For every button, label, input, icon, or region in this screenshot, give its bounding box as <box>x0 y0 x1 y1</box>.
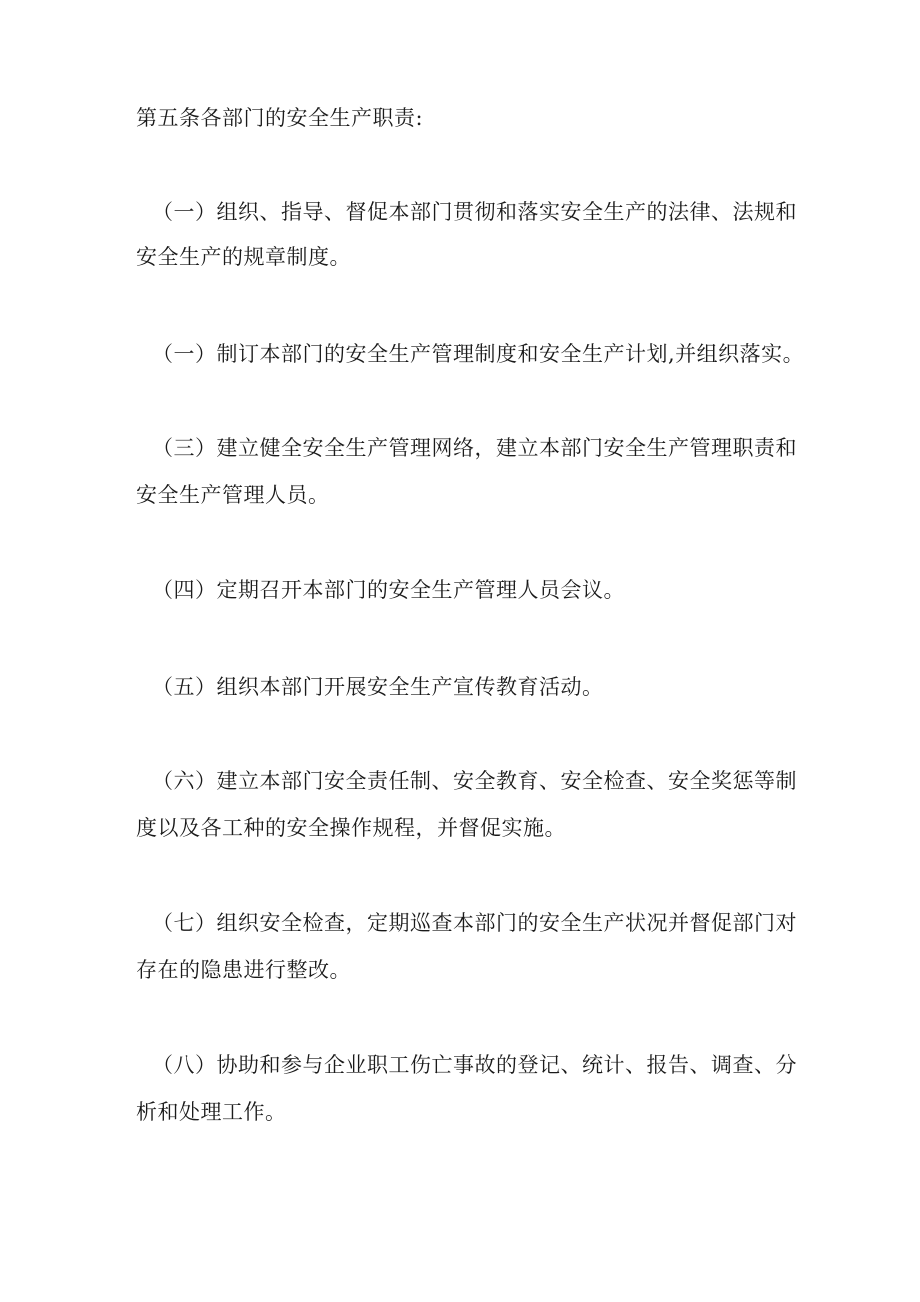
paragraph-3-line-2: 安全生产管理人员。 <box>136 483 330 507</box>
paragraph-1-line-2: 安全生产的规章制度。 <box>136 245 351 269</box>
paragraph-8-line-2: 析和处理工作。 <box>136 1100 287 1124</box>
paragraph-7-line-1: （七）组织安全检查，定期巡查本部门的安全生产状况并督促部门对 <box>152 911 797 935</box>
paragraph-4-line-1: （四）定期召开本部门的安全生产管理人员会议。 <box>152 578 625 602</box>
paragraph-6-line-1: （六）建立本部门安全责任制、安全教育、安全检查、安全奖惩等制 <box>152 769 797 793</box>
paragraph-2-line-1: （一）制订本部门的安全生产管理制度和安全生产计划,并组织落实。 <box>152 342 805 366</box>
paragraph-7-line-2: 存在的隐患进行整改。 <box>136 958 351 982</box>
document-heading: 第五条各部门的安全生产职责: <box>136 106 424 130</box>
paragraph-6-line-2: 度以及各工种的安全操作规程，并督促实施。 <box>136 816 566 840</box>
paragraph-5-line-1: （五）组织本部门开展安全生产宣传教育活动。 <box>152 675 604 699</box>
paragraph-3-line-1: （三）建立健全安全生产管理网络，建立本部门安全生产管理职责和 <box>152 436 797 460</box>
paragraph-8-line-1: （八）协助和参与企业职工伤亡事故的登记、统计、报告、调查、分 <box>152 1053 797 1077</box>
paragraph-1-line-1: （一）组织、指导、督促本部门贯彻和落实安全生产的法律、法规和 <box>152 200 797 224</box>
